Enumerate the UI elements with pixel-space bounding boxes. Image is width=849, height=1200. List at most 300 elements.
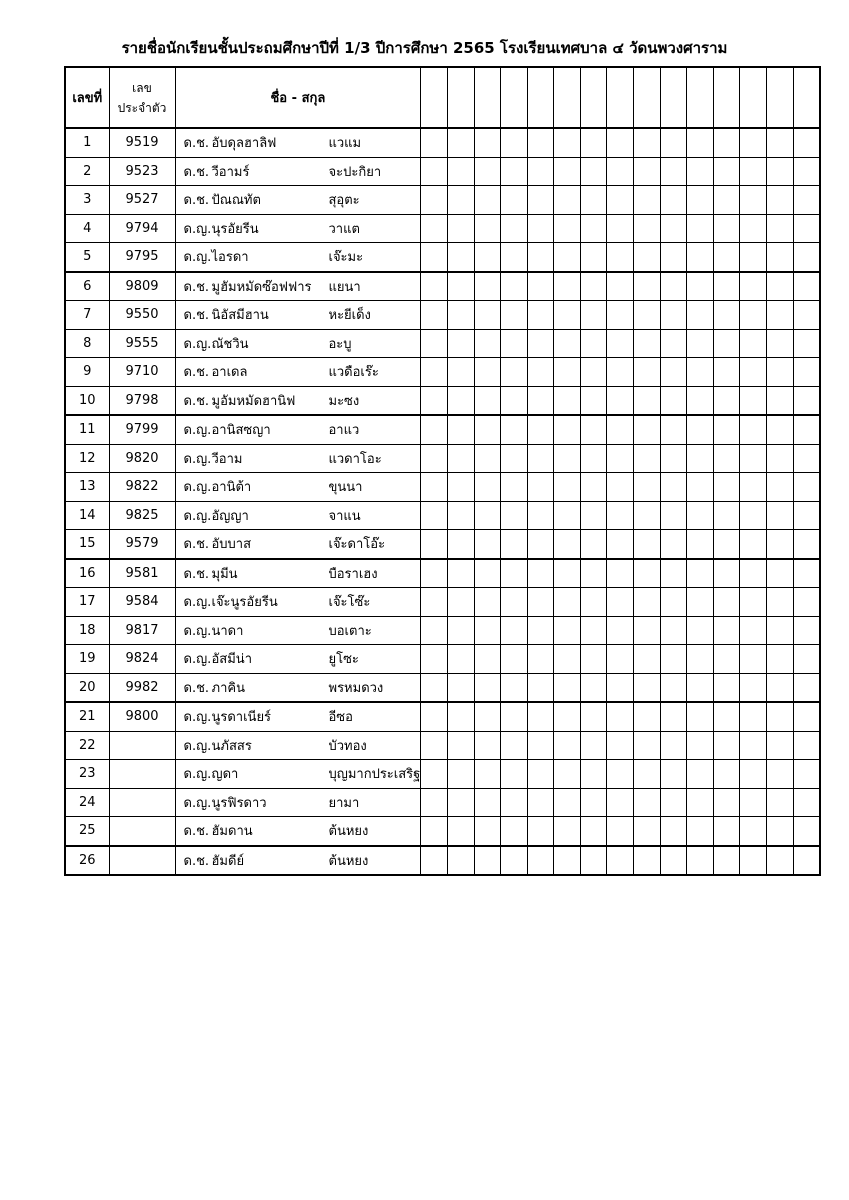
- blank-cell: [634, 186, 661, 215]
- blank-cell: [527, 760, 554, 789]
- student-name-first: นูรฟิรดาว: [211, 795, 267, 811]
- student-name-prefix: ด.ช.: [183, 393, 210, 409]
- blank-cell: [793, 616, 820, 645]
- student-name: [175, 272, 421, 301]
- blank-cell: [421, 501, 448, 530]
- blank-cell: [687, 473, 714, 502]
- blank-cell: [554, 616, 581, 645]
- blank-cell: [501, 272, 528, 301]
- student-name: [175, 415, 421, 444]
- blank-cell: [740, 817, 767, 846]
- blank-cell: [527, 386, 554, 415]
- blank-cell: [554, 501, 581, 530]
- blank-cell: [634, 473, 661, 502]
- student-name-last: แวดาโอะ: [328, 451, 382, 467]
- student-name-prefix: ด.ญ.: [183, 451, 212, 467]
- blank-cell: [447, 329, 474, 358]
- student-name: [175, 301, 421, 330]
- header-blank-cell: [501, 67, 528, 128]
- student-name-prefix: ด.ญ.: [183, 480, 212, 496]
- blank-cell: [501, 444, 528, 473]
- blank-cell: [580, 473, 607, 502]
- student-name: [175, 702, 421, 731]
- blank-cell: [554, 673, 581, 702]
- blank-cell: [554, 645, 581, 674]
- blank-cell: [634, 673, 661, 702]
- blank-cell: [713, 788, 740, 817]
- blank-cell: [447, 358, 474, 387]
- blank-cell: [447, 817, 474, 846]
- blank-cell: [421, 731, 448, 760]
- header-blank-cell: [687, 67, 714, 128]
- student-name-last: แยนา: [328, 279, 361, 295]
- blank-cell: [580, 702, 607, 731]
- student-name: [175, 846, 421, 876]
- student-id: [109, 760, 175, 789]
- blank-cell: [687, 358, 714, 387]
- blank-cell: [660, 358, 687, 387]
- blank-cell: [527, 157, 554, 186]
- student-number: 11: [65, 415, 109, 444]
- student-name-first: อับดุลฮาลิฟ: [211, 136, 277, 152]
- table-row: [65, 616, 820, 645]
- blank-cell: [767, 243, 794, 272]
- header-student-id-line1: เลข: [132, 80, 152, 95]
- blank-cell: [767, 588, 794, 617]
- student-roster-table: [64, 66, 821, 876]
- blank-cell: [767, 616, 794, 645]
- student-name-prefix: ด.ญ.: [183, 221, 212, 237]
- student-number: 12: [65, 444, 109, 473]
- student-name: [175, 817, 421, 846]
- blank-cell: [554, 386, 581, 415]
- blank-cell: [634, 386, 661, 415]
- blank-cell: [767, 473, 794, 502]
- blank-cell: [447, 616, 474, 645]
- blank-cell: [501, 846, 528, 876]
- student-name-last: ยามา: [328, 795, 360, 811]
- blank-cell: [580, 301, 607, 330]
- blank-cell: [447, 559, 474, 588]
- blank-cell: [740, 616, 767, 645]
- blank-cell: [447, 386, 474, 415]
- student-name: [175, 444, 421, 473]
- blank-cell: [767, 760, 794, 789]
- blank-cell: [421, 272, 448, 301]
- student-name-prefix: ด.ญ.: [183, 423, 212, 439]
- blank-cell: [527, 473, 554, 502]
- blank-cell: [580, 788, 607, 817]
- blank-cell: [501, 473, 528, 502]
- student-name-prefix: ด.ช.: [183, 566, 210, 582]
- blank-cell: [501, 731, 528, 760]
- student-number: 4: [65, 214, 109, 243]
- blank-cell: [421, 128, 448, 157]
- blank-cell: [501, 559, 528, 588]
- blank-cell: [713, 846, 740, 876]
- blank-cell: [713, 588, 740, 617]
- blank-cell: [687, 186, 714, 215]
- blank-cell: [580, 128, 607, 157]
- student-id: 9550: [109, 301, 175, 330]
- blank-cell: [713, 358, 740, 387]
- blank-cell: [660, 186, 687, 215]
- student-number: 13: [65, 473, 109, 502]
- blank-cell: [740, 731, 767, 760]
- blank-cell: [580, 846, 607, 876]
- blank-cell: [634, 788, 661, 817]
- blank-cell: [554, 444, 581, 473]
- blank-cell: [660, 501, 687, 530]
- blank-cell: [501, 760, 528, 789]
- student-name: [175, 673, 421, 702]
- blank-cell: [740, 673, 767, 702]
- blank-cell: [580, 272, 607, 301]
- student-name-first: อับบาส: [211, 537, 252, 553]
- blank-cell: [580, 415, 607, 444]
- student-id: 9820: [109, 444, 175, 473]
- student-number: 8: [65, 329, 109, 358]
- blank-cell: [580, 243, 607, 272]
- blank-cell: [607, 444, 634, 473]
- student-id: 9825: [109, 501, 175, 530]
- header-row: [65, 67, 820, 128]
- blank-cell: [527, 501, 554, 530]
- blank-cell: [687, 444, 714, 473]
- student-number: 19: [65, 645, 109, 674]
- blank-cell: [447, 846, 474, 876]
- blank-cell: [527, 530, 554, 559]
- student-name-first: นิอัสมีฮาน: [211, 308, 269, 324]
- header-blank-cell: [421, 67, 448, 128]
- blank-cell: [767, 846, 794, 876]
- blank-cell: [474, 702, 501, 731]
- student-name-last: จะปะกิยา: [328, 164, 382, 180]
- student-name-last: ขุนนา: [328, 480, 363, 496]
- student-id: 9519: [109, 128, 175, 157]
- student-number: 9: [65, 358, 109, 387]
- blank-cell: [474, 214, 501, 243]
- header-number: เลขที่: [65, 67, 109, 128]
- blank-cell: [767, 559, 794, 588]
- blank-cell: [421, 186, 448, 215]
- blank-cell: [793, 186, 820, 215]
- blank-cell: [580, 530, 607, 559]
- blank-cell: [660, 645, 687, 674]
- blank-cell: [474, 616, 501, 645]
- blank-cell: [554, 301, 581, 330]
- blank-cell: [660, 588, 687, 617]
- blank-cell: [634, 530, 661, 559]
- header-student-id: [109, 67, 175, 128]
- student-id: 9794: [109, 214, 175, 243]
- student-name-first: มุมีน: [211, 566, 238, 582]
- blank-cell: [793, 415, 820, 444]
- blank-cell: [687, 559, 714, 588]
- student-id: [109, 731, 175, 760]
- blank-cell: [527, 444, 554, 473]
- student-name-prefix: ด.ญ.: [183, 250, 212, 266]
- student-name: [175, 473, 421, 502]
- blank-cell: [421, 415, 448, 444]
- table-row: [65, 673, 820, 702]
- table-row: [65, 214, 820, 243]
- student-name-prefix: ด.ญ.: [183, 738, 212, 754]
- blank-cell: [660, 444, 687, 473]
- blank-cell: [687, 788, 714, 817]
- student-name: [175, 157, 421, 186]
- blank-cell: [421, 645, 448, 674]
- blank-cell: [660, 243, 687, 272]
- blank-cell: [447, 186, 474, 215]
- blank-cell: [713, 673, 740, 702]
- blank-cell: [527, 301, 554, 330]
- blank-cell: [607, 301, 634, 330]
- blank-cell: [607, 386, 634, 415]
- header-blank-cell: [607, 67, 634, 128]
- blank-cell: [474, 530, 501, 559]
- blank-cell: [660, 846, 687, 876]
- blank-cell: [421, 788, 448, 817]
- blank-cell: [660, 559, 687, 588]
- student-name-first: เจ๊ะนูรอัยรีน: [211, 595, 278, 611]
- blank-cell: [713, 559, 740, 588]
- student-id: [109, 846, 175, 876]
- blank-cell: [501, 645, 528, 674]
- blank-cell: [474, 358, 501, 387]
- blank-cell: [527, 559, 554, 588]
- blank-cell: [634, 214, 661, 243]
- student-name-last: มะซง: [328, 393, 360, 409]
- blank-cell: [554, 788, 581, 817]
- table-row: [65, 473, 820, 502]
- student-name-last: พรหมดวง: [328, 680, 384, 696]
- blank-cell: [607, 788, 634, 817]
- blank-cell: [634, 128, 661, 157]
- student-number: 22: [65, 731, 109, 760]
- blank-cell: [554, 358, 581, 387]
- student-id: 9795: [109, 243, 175, 272]
- student-name-last: เจ๊ะโซ๊ะ: [328, 595, 371, 611]
- blank-cell: [554, 588, 581, 617]
- blank-cell: [554, 157, 581, 186]
- student-name-first: นุรอัยรีน: [211, 221, 259, 237]
- student-name-prefix: ด.ญ.: [183, 652, 212, 668]
- student-name-first: มูฮัมหมัดซ๊อฟฟาร: [211, 279, 312, 295]
- blank-cell: [713, 386, 740, 415]
- table-row: [65, 588, 820, 617]
- blank-cell: [474, 301, 501, 330]
- header-student-id-line2: ประจำตัว: [117, 100, 167, 115]
- blank-cell: [660, 760, 687, 789]
- blank-cell: [607, 214, 634, 243]
- blank-cell: [527, 128, 554, 157]
- blank-cell: [527, 415, 554, 444]
- blank-cell: [687, 817, 714, 846]
- student-name-prefix: ด.ช.: [183, 308, 210, 324]
- blank-cell: [687, 760, 714, 789]
- blank-cell: [713, 214, 740, 243]
- blank-cell: [421, 588, 448, 617]
- blank-cell: [501, 329, 528, 358]
- blank-cell: [607, 186, 634, 215]
- blank-cell: [447, 645, 474, 674]
- blank-cell: [447, 214, 474, 243]
- blank-cell: [634, 301, 661, 330]
- student-number: 3: [65, 186, 109, 215]
- blank-cell: [687, 616, 714, 645]
- student-id: 9527: [109, 186, 175, 215]
- header-blank-cell: [580, 67, 607, 128]
- blank-cell: [793, 731, 820, 760]
- blank-cell: [660, 530, 687, 559]
- student-name-last: อาแว: [328, 423, 360, 439]
- blank-cell: [687, 386, 714, 415]
- blank-cell: [634, 329, 661, 358]
- blank-cell: [474, 444, 501, 473]
- blank-cell: [767, 186, 794, 215]
- table-row: [65, 444, 820, 473]
- header-blank-cell: [447, 67, 474, 128]
- blank-cell: [607, 473, 634, 502]
- student-name-first: อานิสซญา: [211, 423, 271, 439]
- blank-cell: [447, 788, 474, 817]
- blank-cell: [580, 186, 607, 215]
- blank-cell: [740, 186, 767, 215]
- blank-cell: [501, 386, 528, 415]
- student-id: 9800: [109, 702, 175, 731]
- blank-cell: [447, 760, 474, 789]
- blank-cell: [580, 817, 607, 846]
- student-name-prefix: ด.ช.: [183, 853, 210, 869]
- blank-cell: [447, 272, 474, 301]
- blank-cell: [474, 415, 501, 444]
- blank-cell: [793, 673, 820, 702]
- blank-cell: [767, 788, 794, 817]
- blank-cell: [527, 673, 554, 702]
- blank-cell: [793, 817, 820, 846]
- blank-cell: [474, 760, 501, 789]
- blank-cell: [474, 329, 501, 358]
- blank-cell: [660, 616, 687, 645]
- blank-cell: [767, 157, 794, 186]
- student-name-prefix: ด.ช.: [183, 537, 210, 553]
- blank-cell: [634, 358, 661, 387]
- blank-cell: [421, 530, 448, 559]
- blank-cell: [793, 128, 820, 157]
- blank-cell: [767, 501, 794, 530]
- blank-cell: [740, 243, 767, 272]
- blank-cell: [634, 272, 661, 301]
- blank-cell: [740, 530, 767, 559]
- student-name: [175, 530, 421, 559]
- blank-cell: [474, 817, 501, 846]
- table-row: [65, 846, 820, 876]
- blank-cell: [660, 473, 687, 502]
- blank-cell: [447, 157, 474, 186]
- student-name-prefix: ด.ช.: [183, 680, 210, 696]
- blank-cell: [634, 501, 661, 530]
- blank-cell: [554, 817, 581, 846]
- blank-cell: [634, 616, 661, 645]
- blank-cell: [740, 128, 767, 157]
- blank-cell: [767, 415, 794, 444]
- student-name-last: บัวทอง: [328, 738, 367, 754]
- blank-cell: [713, 272, 740, 301]
- blank-cell: [607, 616, 634, 645]
- blank-cell: [554, 415, 581, 444]
- student-name-prefix: ด.ช.: [183, 824, 210, 840]
- blank-cell: [474, 501, 501, 530]
- student-number: 7: [65, 301, 109, 330]
- table-row: [65, 358, 820, 387]
- blank-cell: [447, 243, 474, 272]
- student-number: 18: [65, 616, 109, 645]
- blank-cell: [793, 559, 820, 588]
- student-name-first: วีอาม: [211, 451, 243, 467]
- table-row: [65, 272, 820, 301]
- blank-cell: [554, 731, 581, 760]
- header-blank-cell: [660, 67, 687, 128]
- blank-cell: [793, 846, 820, 876]
- blank-cell: [713, 128, 740, 157]
- student-name-prefix: ด.ญ.: [183, 508, 212, 524]
- blank-cell: [767, 386, 794, 415]
- table-row: [65, 530, 820, 559]
- student-name-first: มูอัมหมัดฮานิฟ: [211, 393, 296, 409]
- student-id: 9581: [109, 559, 175, 588]
- blank-cell: [447, 588, 474, 617]
- blank-cell: [793, 272, 820, 301]
- student-number: 14: [65, 501, 109, 530]
- header-blank-cell: [554, 67, 581, 128]
- blank-cell: [474, 645, 501, 674]
- table-row: [65, 817, 820, 846]
- student-name-last: จาแน: [328, 508, 361, 524]
- header-blank-cell: [527, 67, 554, 128]
- blank-cell: [793, 788, 820, 817]
- blank-cell: [687, 731, 714, 760]
- blank-cell: [501, 616, 528, 645]
- roster-body: [65, 128, 820, 875]
- blank-cell: [447, 301, 474, 330]
- table-row: [65, 731, 820, 760]
- blank-cell: [447, 530, 474, 559]
- student-name: [175, 501, 421, 530]
- blank-cell: [554, 702, 581, 731]
- blank-cell: [740, 329, 767, 358]
- blank-cell: [660, 788, 687, 817]
- blank-cell: [767, 702, 794, 731]
- blank-cell: [740, 559, 767, 588]
- blank-cell: [474, 186, 501, 215]
- blank-cell: [634, 415, 661, 444]
- blank-cell: [713, 243, 740, 272]
- table-row: [65, 501, 820, 530]
- student-name-prefix: ด.ญ.: [183, 336, 212, 352]
- blank-cell: [634, 645, 661, 674]
- blank-cell: [580, 731, 607, 760]
- student-id: 9982: [109, 673, 175, 702]
- blank-cell: [580, 645, 607, 674]
- blank-cell: [607, 846, 634, 876]
- blank-cell: [713, 530, 740, 559]
- blank-cell: [687, 272, 714, 301]
- blank-cell: [421, 358, 448, 387]
- blank-cell: [527, 358, 554, 387]
- blank-cell: [793, 473, 820, 502]
- blank-cell: [421, 329, 448, 358]
